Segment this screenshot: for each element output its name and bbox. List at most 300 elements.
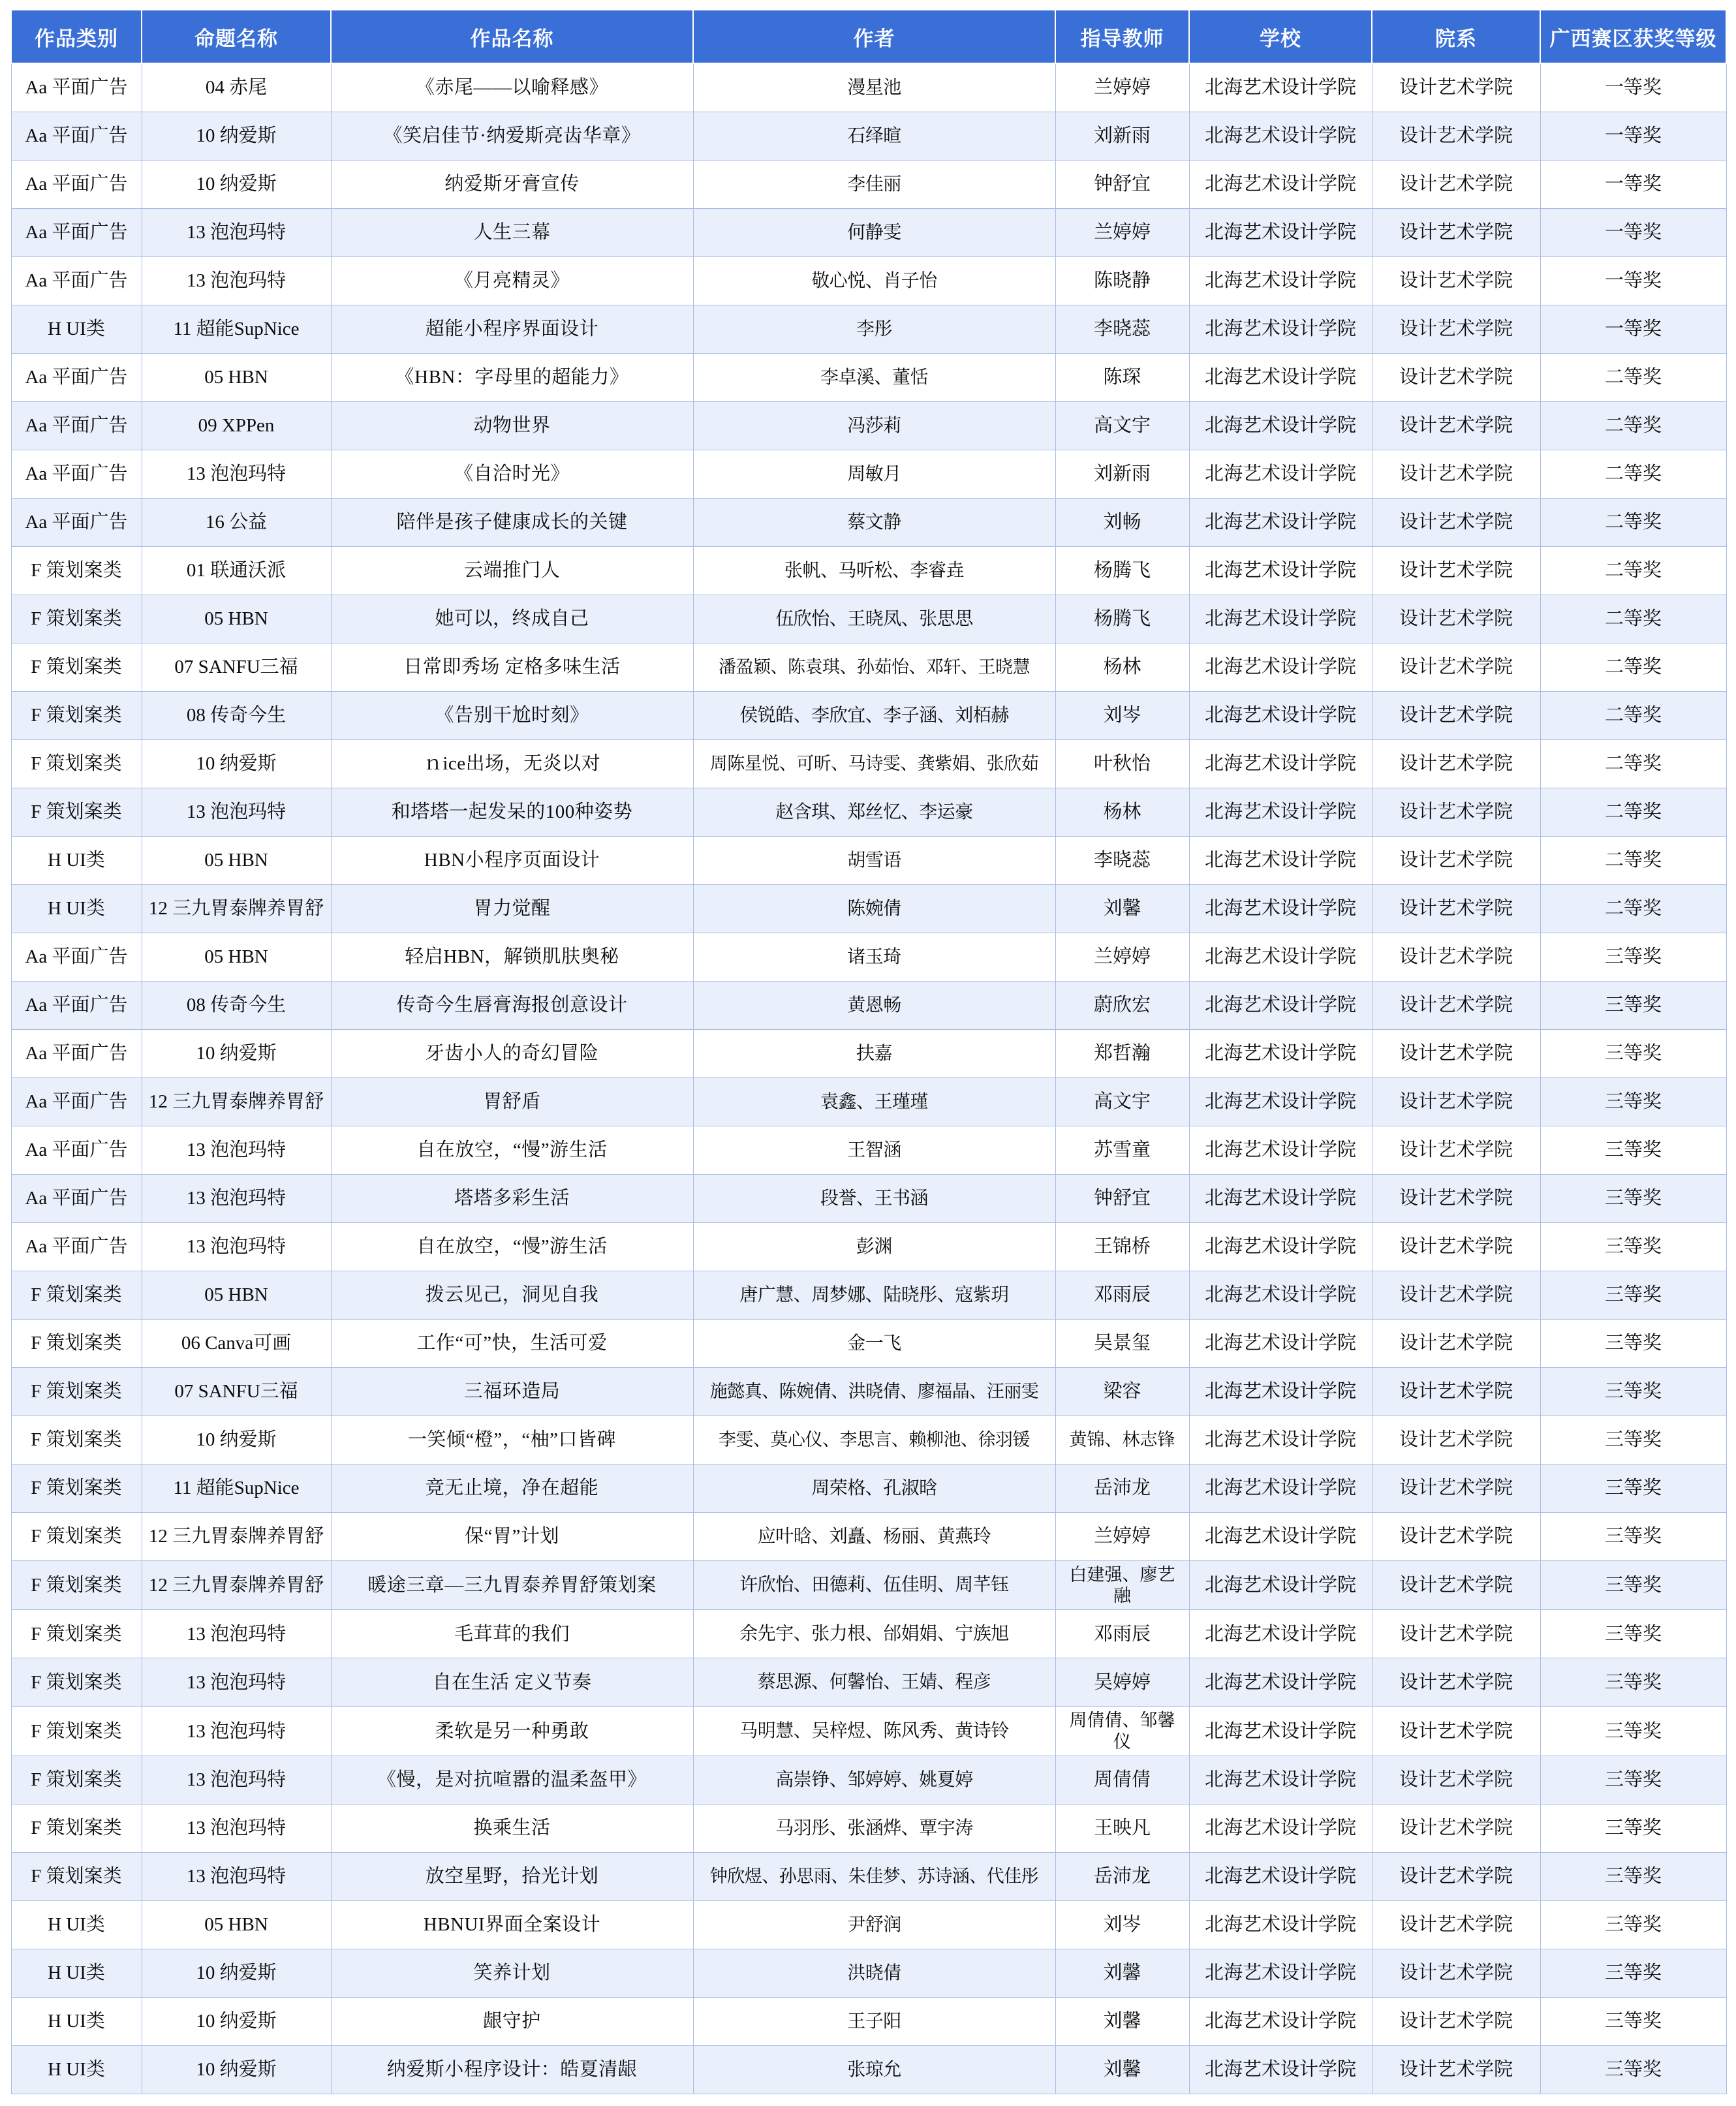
- cell-category: Aa 平面广告: [11, 1077, 142, 1126]
- cell-school: 北海艺术设计学院: [1189, 1222, 1372, 1271]
- table-row: [11, 1756, 1726, 1804]
- cell-advisor: 苏雪童: [1055, 1126, 1189, 1174]
- table-row: [11, 933, 1726, 981]
- table-row: [11, 884, 1726, 933]
- cell-award-level: 二等奖: [1540, 643, 1726, 691]
- cell-work-title: 塔塔多彩生活: [331, 1174, 693, 1222]
- table-row: [11, 2046, 1726, 2094]
- cell-school: 北海艺术设计学院: [1189, 933, 1372, 981]
- cell-topic: 05 HBN: [142, 836, 331, 884]
- cell-advisor: 吴景玺: [1055, 1319, 1189, 1367]
- cell-award-level: 三等奖: [1540, 1901, 1726, 1949]
- column-header-advisor: 指导教师: [1055, 10, 1189, 63]
- cell-category: F 策划案类: [11, 546, 142, 595]
- cell-department: 设计艺术学院: [1372, 1174, 1540, 1222]
- cell-advisor: 王映凡: [1055, 1804, 1189, 1853]
- cell-category: F 策划案类: [11, 1756, 142, 1804]
- cell-authors: 许欣怡、田德莉、伍佳明、周芊钰: [693, 1560, 1055, 1610]
- cell-topic: 13 泡泡玛特: [142, 450, 331, 498]
- cell-topic: 13 泡泡玛特: [142, 208, 331, 256]
- cell-category: F 策划案类: [11, 1560, 142, 1610]
- cell-award-level: 二等奖: [1540, 450, 1726, 498]
- cell-school: 北海艺术设计学院: [1189, 1901, 1372, 1949]
- cell-advisor: 叶秋怡: [1055, 739, 1189, 788]
- cell-authors: 唐广慧、周梦娜、陆晓彤、寇紫玥: [693, 1271, 1055, 1319]
- cell-advisor: 钟舒宜: [1055, 160, 1189, 208]
- cell-award-level: 三等奖: [1540, 1174, 1726, 1222]
- cell-authors: 潘盈颖、陈袁琪、孙茹怡、邓轩、王晓慧: [693, 643, 1055, 691]
- cell-award-level: 三等奖: [1540, 1756, 1726, 1804]
- cell-category: F 策划案类: [11, 1804, 142, 1853]
- cell-advisor: 刘馨: [1055, 1998, 1189, 2046]
- cell-department: 设计艺术学院: [1372, 63, 1540, 112]
- cell-advisor: 兰婷婷: [1055, 208, 1189, 256]
- cell-topic: 13 泡泡玛特: [142, 1610, 331, 1658]
- cell-work-title: 动物世界: [331, 401, 693, 450]
- cell-award-level: 三等奖: [1540, 1804, 1726, 1853]
- cell-category: F 策划案类: [11, 1853, 142, 1901]
- cell-authors: 诸玉琦: [693, 933, 1055, 981]
- cell-work-title: 《月亮精灵》: [331, 256, 693, 305]
- cell-topic: 05 HBN: [142, 353, 331, 401]
- cell-category: Aa 平面广告: [11, 450, 142, 498]
- cell-authors: 黄恩畅: [693, 981, 1055, 1029]
- cell-department: 设计艺术学院: [1372, 1271, 1540, 1319]
- cell-category: Aa 平面广告: [11, 112, 142, 160]
- cell-advisor: 邓雨辰: [1055, 1610, 1189, 1658]
- cell-category: H UI类: [11, 305, 142, 353]
- cell-authors: 李卓溪、董恬: [693, 353, 1055, 401]
- cell-work-title: 她可以，终成自己: [331, 595, 693, 643]
- cell-category: H UI类: [11, 836, 142, 884]
- table-row: [11, 1949, 1726, 1998]
- cell-work-title: 龈守护: [331, 1998, 693, 2046]
- table-row: [11, 1998, 1726, 2046]
- cell-topic: 07 SANFU三福: [142, 1367, 331, 1416]
- cell-award-level: 二等奖: [1540, 691, 1726, 739]
- cell-work-title: 放空星野，拾光计划: [331, 1853, 693, 1901]
- cell-authors: 余先宇、张力根、邰娟娟、宁族旭: [693, 1610, 1055, 1658]
- column-header-topic: 命题名称: [142, 10, 331, 63]
- cell-category: F 策划案类: [11, 1416, 142, 1464]
- cell-category: H UI类: [11, 1949, 142, 1998]
- cell-topic: 10 纳爱斯: [142, 1998, 331, 2046]
- cell-authors: 高崇铮、邹婷婷、姚夏婷: [693, 1756, 1055, 1804]
- table-row: [11, 981, 1726, 1029]
- table-row: [11, 353, 1726, 401]
- cell-authors: 冯莎莉: [693, 401, 1055, 450]
- cell-authors: 袁鑫、王瑾瑾: [693, 1077, 1055, 1126]
- cell-topic: 10 纳爱斯: [142, 1949, 331, 1998]
- cell-school: 北海艺术设计学院: [1189, 256, 1372, 305]
- cell-award-level: 三等奖: [1540, 1998, 1726, 2046]
- cell-advisor: 刘馨: [1055, 1949, 1189, 1998]
- cell-category: Aa 平面广告: [11, 933, 142, 981]
- cell-award-level: 三等奖: [1540, 1077, 1726, 1126]
- cell-department: 设计艺术学院: [1372, 450, 1540, 498]
- cell-topic: 13 泡泡玛特: [142, 1853, 331, 1901]
- cell-award-level: 三等奖: [1540, 1416, 1726, 1464]
- cell-work-title: 人生三幕: [331, 208, 693, 256]
- table-row: [11, 160, 1726, 208]
- cell-topic: 10 纳爱斯: [142, 1029, 331, 1077]
- cell-category: F 策划案类: [11, 1271, 142, 1319]
- cell-authors: 周荣格、孔淑晗: [693, 1464, 1055, 1512]
- cell-award-level: 三等奖: [1540, 1560, 1726, 1610]
- cell-category: Aa 平面广告: [11, 981, 142, 1029]
- cell-category: F 策划案类: [11, 691, 142, 739]
- cell-category: Aa 平面广告: [11, 401, 142, 450]
- cell-authors: 伍欣怡、王晓凤、张思思: [693, 595, 1055, 643]
- table-row: [11, 1174, 1726, 1222]
- cell-topic: 06 Canva可画: [142, 1319, 331, 1367]
- cell-award-level: 一等奖: [1540, 112, 1726, 160]
- table-row: [11, 208, 1726, 256]
- cell-category: F 策划案类: [11, 1512, 142, 1560]
- cell-category: H UI类: [11, 1901, 142, 1949]
- cell-authors: 金一飞: [693, 1319, 1055, 1367]
- cell-advisor: 李晓蕊: [1055, 305, 1189, 353]
- cell-work-title: 牙齿小人的奇幻冒险: [331, 1029, 693, 1077]
- cell-authors: 漫星池: [693, 63, 1055, 112]
- cell-advisor: 杨腾飞: [1055, 595, 1189, 643]
- cell-department: 设计艺术学院: [1372, 305, 1540, 353]
- cell-authors: 胡雪语: [693, 836, 1055, 884]
- cell-work-title: 换乘生活: [331, 1804, 693, 1853]
- cell-department: 设计艺术学院: [1372, 1222, 1540, 1271]
- cell-advisor: 梁容: [1055, 1367, 1189, 1416]
- cell-award-level: 三等奖: [1540, 1367, 1726, 1416]
- cell-department: 设计艺术学院: [1372, 498, 1540, 546]
- cell-authors: 施懿真、陈婉倩、洪晓倩、廖福晶、汪丽雯: [693, 1367, 1055, 1416]
- cell-advisor: 兰婷婷: [1055, 63, 1189, 112]
- table-row: [11, 1512, 1726, 1560]
- cell-topic: 04 赤尾: [142, 63, 331, 112]
- cell-authors: 段誉、王书涵: [693, 1174, 1055, 1222]
- cell-department: 设计艺术学院: [1372, 2046, 1540, 2094]
- table-row: [11, 1901, 1726, 1949]
- cell-authors: 马羽彤、张涵烨、覃宇涛: [693, 1804, 1055, 1853]
- cell-category: Aa 平面广告: [11, 160, 142, 208]
- table-row: [11, 1610, 1726, 1658]
- cell-award-level: 二等奖: [1540, 546, 1726, 595]
- cell-advisor: 杨林: [1055, 788, 1189, 836]
- cell-department: 设计艺术学院: [1372, 1367, 1540, 1416]
- cell-department: 设计艺术学院: [1372, 691, 1540, 739]
- cell-department: 设计艺术学院: [1372, 1901, 1540, 1949]
- cell-school: 北海艺术设计学院: [1189, 1271, 1372, 1319]
- cell-work-title: 《自洽时光》: [331, 450, 693, 498]
- cell-work-title: 自在放空，“慢”游生活: [331, 1126, 693, 1174]
- cell-topic: 10 纳爱斯: [142, 1416, 331, 1464]
- cell-award-level: 一等奖: [1540, 208, 1726, 256]
- cell-school: 北海艺术设计学院: [1189, 643, 1372, 691]
- cell-work-title: 陪伴是孩子健康成长的关键: [331, 498, 693, 546]
- table-header: [11, 10, 1726, 63]
- cell-work-title: 暖途三章—三九胃泰养胃舒策划案: [331, 1560, 693, 1610]
- cell-department: 设计艺术学院: [1372, 1804, 1540, 1853]
- table-row: [11, 498, 1726, 546]
- cell-award-level: 二等奖: [1540, 498, 1726, 546]
- table-row: [11, 1077, 1726, 1126]
- cell-category: Aa 平面广告: [11, 1029, 142, 1077]
- cell-authors: 李雯、莫心仪、李思言、赖柳池、徐羽锾: [693, 1416, 1055, 1464]
- column-header-category: 作品类别: [11, 10, 142, 63]
- cell-school: 北海艺术设计学院: [1189, 112, 1372, 160]
- cell-school: 北海艺术设计学院: [1189, 1416, 1372, 1464]
- cell-award-level: 三等奖: [1540, 1464, 1726, 1512]
- table-row: [11, 1029, 1726, 1077]
- cell-topic: 10 纳爱斯: [142, 739, 331, 788]
- cell-school: 北海艺术设计学院: [1189, 498, 1372, 546]
- cell-category: Aa 平面广告: [11, 208, 142, 256]
- cell-topic: 13 泡泡玛特: [142, 1804, 331, 1853]
- cell-topic: 13 泡泡玛特: [142, 1658, 331, 1707]
- cell-school: 北海艺术设计学院: [1189, 208, 1372, 256]
- cell-category: Aa 平面广告: [11, 63, 142, 112]
- cell-category: F 策划案类: [11, 1367, 142, 1416]
- cell-school: 北海艺术设计学院: [1189, 1560, 1372, 1610]
- cell-topic: 13 泡泡玛特: [142, 1756, 331, 1804]
- cell-work-title: 柔软是另一种勇敢: [331, 1707, 693, 1756]
- cell-topic: 13 泡泡玛特: [142, 1174, 331, 1222]
- table-row: [11, 643, 1726, 691]
- cell-school: 北海艺术设计学院: [1189, 450, 1372, 498]
- cell-school: 北海艺术设计学院: [1189, 160, 1372, 208]
- cell-award-level: 二等奖: [1540, 788, 1726, 836]
- cell-topic: 11 超能SupNice: [142, 1464, 331, 1512]
- cell-school: 北海艺术设计学院: [1189, 836, 1372, 884]
- cell-department: 设计艺术学院: [1372, 1029, 1540, 1077]
- cell-school: 北海艺术设计学院: [1189, 1998, 1372, 2046]
- cell-work-title: 《慢，是对抗喧嚣的温柔盔甲》: [331, 1756, 693, 1804]
- cell-authors: 马明慧、吴梓煜、陈风秀、黄诗铃: [693, 1707, 1055, 1756]
- cell-topic: 05 HBN: [142, 933, 331, 981]
- cell-school: 北海艺术设计学院: [1189, 981, 1372, 1029]
- column-header-department: 院系: [1372, 10, 1540, 63]
- cell-advisor: 刘馨: [1055, 2046, 1189, 2094]
- cell-category: Aa 平面广告: [11, 256, 142, 305]
- cell-advisor: 刘岑: [1055, 1901, 1189, 1949]
- cell-department: 设计艺术学院: [1372, 208, 1540, 256]
- cell-authors: 李彤: [693, 305, 1055, 353]
- cell-advisor: 郑哲瀚: [1055, 1029, 1189, 1077]
- cell-work-title: 笑养计划: [331, 1949, 693, 1998]
- cell-category: F 策划案类: [11, 595, 142, 643]
- cell-school: 北海艺术设计学院: [1189, 1707, 1372, 1756]
- cell-authors: 彭渊: [693, 1222, 1055, 1271]
- cell-work-title: 毛茸茸的我们: [331, 1610, 693, 1658]
- cell-authors: 应叶晗、刘矗、杨丽、黄燕玲: [693, 1512, 1055, 1560]
- cell-department: 设计艺术学院: [1372, 884, 1540, 933]
- cell-topic: 11 超能SupNice: [142, 305, 331, 353]
- cell-department: 设计艺术学院: [1372, 1707, 1540, 1756]
- cell-work-title: HBN小程序页面设计: [331, 836, 693, 884]
- table-row: [11, 1271, 1726, 1319]
- cell-school: 北海艺术设计学院: [1189, 1464, 1372, 1512]
- cell-advisor: 杨林: [1055, 643, 1189, 691]
- cell-topic: 08 传奇今生: [142, 981, 331, 1029]
- cell-work-title: 《赤尾——以喻释感》: [331, 63, 693, 112]
- cell-school: 北海艺术设计学院: [1189, 1029, 1372, 1077]
- cell-topic: 05 HBN: [142, 1901, 331, 1949]
- cell-department: 设计艺术学院: [1372, 160, 1540, 208]
- cell-award-level: 三等奖: [1540, 1853, 1726, 1901]
- cell-department: 设计艺术学院: [1372, 112, 1540, 160]
- table-row: [11, 1222, 1726, 1271]
- cell-topic: 12 三九胃泰牌养胃舒: [142, 1077, 331, 1126]
- cell-department: 设计艺术学院: [1372, 1756, 1540, 1804]
- cell-authors: 周敏月: [693, 450, 1055, 498]
- cell-department: 设计艺术学院: [1372, 1319, 1540, 1367]
- cell-topic: 10 纳爱斯: [142, 112, 331, 160]
- cell-category: F 策划案类: [11, 1464, 142, 1512]
- cell-school: 北海艺术设计学院: [1189, 1658, 1372, 1707]
- table-row: [11, 1707, 1726, 1756]
- cell-department: 设计艺术学院: [1372, 1853, 1540, 1901]
- cell-advisor: 兰婷婷: [1055, 1512, 1189, 1560]
- cell-department: 设计艺术学院: [1372, 1949, 1540, 1998]
- cell-award-level: 三等奖: [1540, 1222, 1726, 1271]
- table-row: [11, 1804, 1726, 1853]
- cell-topic: 01 联通沃派: [142, 546, 331, 595]
- table-row: [11, 1367, 1726, 1416]
- table-row: [11, 401, 1726, 450]
- cell-work-title: 《HBN：字母里的超能力》: [331, 353, 693, 401]
- cell-topic: 07 SANFU三福: [142, 643, 331, 691]
- cell-advisor: 蔚欣宏: [1055, 981, 1189, 1029]
- cell-school: 北海艺术设计学院: [1189, 1512, 1372, 1560]
- cell-category: Aa 平面广告: [11, 1222, 142, 1271]
- cell-work-title: 自在放空，“慢”游生活: [331, 1222, 693, 1271]
- cell-department: 设计艺术学院: [1372, 353, 1540, 401]
- table-row: [11, 739, 1726, 788]
- cell-category: H UI类: [11, 884, 142, 933]
- cell-work-title: 纳爱斯牙膏宣传: [331, 160, 693, 208]
- cell-department: 设计艺术学院: [1372, 401, 1540, 450]
- cell-authors: 尹舒润: [693, 1901, 1055, 1949]
- cell-award-level: 二等奖: [1540, 836, 1726, 884]
- cell-award-level: 二等奖: [1540, 353, 1726, 401]
- cell-award-level: 一等奖: [1540, 256, 1726, 305]
- cell-topic: 12 三九胃泰牌养胃舒: [142, 1560, 331, 1610]
- cell-work-title: 自在生活 定义节奏: [331, 1658, 693, 1707]
- cell-department: 设计艺术学院: [1372, 933, 1540, 981]
- cell-advisor: 刘新雨: [1055, 450, 1189, 498]
- cell-department: 设计艺术学院: [1372, 1560, 1540, 1610]
- cell-authors: 钟欣煜、孙思雨、朱佳梦、苏诗涵、代佳彤: [693, 1853, 1055, 1901]
- cell-work-title: 轻启HBN，解锁肌肤奥秘: [331, 933, 693, 981]
- cell-category: F 策划案类: [11, 1319, 142, 1367]
- cell-advisor: 周倩倩、邹馨仪: [1055, 1707, 1189, 1756]
- cell-advisor: 邓雨辰: [1055, 1271, 1189, 1319]
- cell-authors: 王智涵: [693, 1126, 1055, 1174]
- cell-work-title: 传奇今生唇膏海报创意设计: [331, 981, 693, 1029]
- table-row: [11, 112, 1726, 160]
- cell-category: F 策划案类: [11, 739, 142, 788]
- cell-school: 北海艺术设计学院: [1189, 2046, 1372, 2094]
- cell-authors: 李佳丽: [693, 160, 1055, 208]
- column-header-school: 学校: [1189, 10, 1372, 63]
- cell-advisor: 高文宇: [1055, 401, 1189, 450]
- table-row: [11, 1416, 1726, 1464]
- cell-work-title: 胃舒盾: [331, 1077, 693, 1126]
- cell-topic: 10 纳爱斯: [142, 160, 331, 208]
- cell-category: F 策划案类: [11, 788, 142, 836]
- cell-authors: 张帆、马听松、李睿垚: [693, 546, 1055, 595]
- cell-department: 设计艺术学院: [1372, 1416, 1540, 1464]
- cell-award-level: 二等奖: [1540, 401, 1726, 450]
- cell-school: 北海艺术设计学院: [1189, 1949, 1372, 1998]
- cell-award-level: 三等奖: [1540, 1658, 1726, 1707]
- cell-work-title: 超能小程序界面设计: [331, 305, 693, 353]
- cell-department: 设计艺术学院: [1372, 1658, 1540, 1707]
- cell-award-level: 三等奖: [1540, 1949, 1726, 1998]
- cell-school: 北海艺术设计学院: [1189, 1319, 1372, 1367]
- cell-work-title: 云端推门人: [331, 546, 693, 595]
- cell-school: 北海艺术设计学院: [1189, 1853, 1372, 1901]
- cell-advisor: 刘新雨: [1055, 112, 1189, 160]
- cell-award-level: 三等奖: [1540, 2046, 1726, 2094]
- cell-school: 北海艺术设计学院: [1189, 788, 1372, 836]
- cell-work-title: 和塔塔一起发呆的100种姿势: [331, 788, 693, 836]
- cell-category: F 策划案类: [11, 643, 142, 691]
- cell-award-level: 三等奖: [1540, 1271, 1726, 1319]
- cell-work-title: 《笑启佳节·纳爱斯亮齿华章》: [331, 112, 693, 160]
- cell-award-level: 一等奖: [1540, 305, 1726, 353]
- cell-department: 设计艺术学院: [1372, 256, 1540, 305]
- cell-category: F 策划案类: [11, 1658, 142, 1707]
- cell-authors: 张琼允: [693, 2046, 1055, 2094]
- cell-award-level: 二等奖: [1540, 739, 1726, 788]
- cell-topic: 13 泡泡玛特: [142, 1222, 331, 1271]
- cell-authors: 何静雯: [693, 208, 1055, 256]
- table-row: [11, 1319, 1726, 1367]
- cell-advisor: 刘畅: [1055, 498, 1189, 546]
- cell-award-level: 一等奖: [1540, 63, 1726, 112]
- cell-advisor: 钟舒宜: [1055, 1174, 1189, 1222]
- table-row: [11, 836, 1726, 884]
- cell-advisor: 白建强、廖艺融: [1055, 1560, 1189, 1610]
- cell-authors: 周陈星悦、可昕、马诗雯、龚紫娟、张欣茹: [693, 739, 1055, 788]
- cell-topic: 16 公益: [142, 498, 331, 546]
- cell-advisor: 李晓蕊: [1055, 836, 1189, 884]
- column-header-work-title: 作品名称: [331, 10, 693, 63]
- cell-work-title: 一笑倾“橙”，“柚”口皆碑: [331, 1416, 693, 1464]
- cell-school: 北海艺术设计学院: [1189, 353, 1372, 401]
- cell-school: 北海艺术设计学院: [1189, 1610, 1372, 1658]
- cell-school: 北海艺术设计学院: [1189, 305, 1372, 353]
- cell-advisor: 王锦桥: [1055, 1222, 1189, 1271]
- cell-department: 设计艺术学院: [1372, 739, 1540, 788]
- cell-advisor: 高文宇: [1055, 1077, 1189, 1126]
- table-row: [11, 305, 1726, 353]
- cell-award-level: 三等奖: [1540, 933, 1726, 981]
- cell-topic: 05 HBN: [142, 595, 331, 643]
- cell-topic: 13 泡泡玛特: [142, 256, 331, 305]
- cell-advisor: 岳沛龙: [1055, 1853, 1189, 1901]
- cell-work-title: 《告别干尬时刻》: [331, 691, 693, 739]
- cell-topic: 12 三九胃泰牌养胃舒: [142, 1512, 331, 1560]
- cell-department: 设计艺术学院: [1372, 1126, 1540, 1174]
- cell-award-level: 三等奖: [1540, 1126, 1726, 1174]
- table-row: [11, 450, 1726, 498]
- cell-category: Aa 平面广告: [11, 353, 142, 401]
- cell-authors: 陈婉倩: [693, 884, 1055, 933]
- cell-department: 设计艺术学院: [1372, 595, 1540, 643]
- cell-advisor: 岳沛龙: [1055, 1464, 1189, 1512]
- cell-authors: 洪晓倩: [693, 1949, 1055, 1998]
